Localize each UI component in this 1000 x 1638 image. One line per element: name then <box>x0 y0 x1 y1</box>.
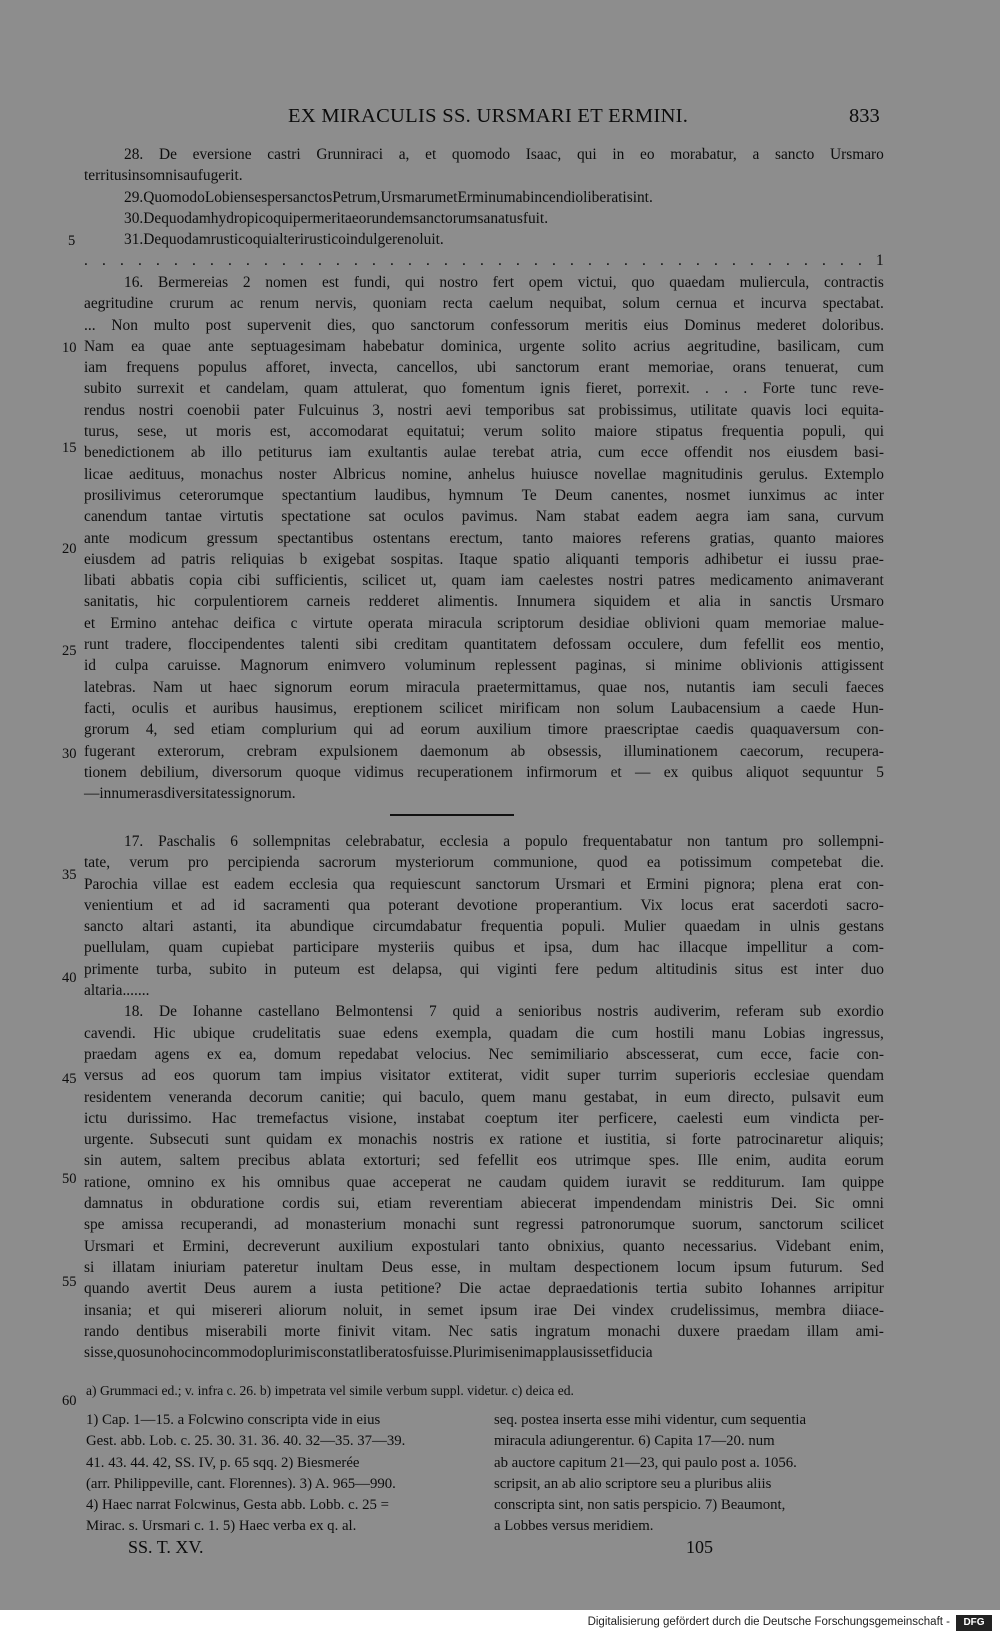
line-number: 15 <box>62 440 77 456</box>
line-number: 35 <box>62 867 77 883</box>
text-line: 30. De quodam hydropico qui per merita eorundem sanctorum sanatus fuit. <box>124 209 549 227</box>
paragraph-16 <box>84 272 884 804</box>
text-line: Ursmari et Ermini, decreverunt auxilium expostulari tanto obnixius, quanto necessarius. Videbant enim, <box>84 1237 884 1255</box>
text-line: venientium et ad id sacramenti qua poterant devotione properantium. Vix locus erat sacerdoti sacro- <box>84 896 884 914</box>
text-line: 28. De eversione castri Grunniraci a, et quomodo Isaac, qui in eo morabatur, a sancto Ursmaro <box>124 146 884 163</box>
text-line: tate, verum pro percipienda sacrorum mysteriorum communione, quod ea potissimum competebat die. <box>84 854 884 872</box>
text-line: et Ermino antehac deifica c virtute operata miracula scriptorum desidiae oblivioni quam memoriae malue- <box>84 614 884 632</box>
footer-text: Digitalisierung gefördert durch die Deutsche Forschungsgemeinschaft - <box>587 1616 950 1628</box>
footnotes-right-column <box>494 1410 884 1538</box>
line-number: 40 <box>62 970 77 986</box>
text-line: tionem debilium, diversorum quoque vidimus recuperationem infirmorum et — ex quibus aliquot sequuntur 5 <box>84 763 884 781</box>
dfg-logo: DFG <box>956 1615 992 1631</box>
footnote-line: 1) Cap. 1—15. a Folcwino conscripta vide in eius <box>86 1412 381 1428</box>
text-line: turus, sese, ut moris est, accomodarat equitatui; verum solito maiore stipatus frequentia populi, qui <box>84 423 884 441</box>
line-number: 10 <box>62 340 77 356</box>
line-number: 5 <box>68 233 76 249</box>
paragraph-17-18 <box>84 831 884 1363</box>
line-number: 55 <box>62 1274 77 1290</box>
line-number: 45 <box>62 1071 77 1087</box>
text-line: rando dentibus miserabili morte finivit vitam. Nec satis ingratum monachi duxere praedam illam ami- <box>84 1322 884 1340</box>
footnote-line: conscripta sint, non satis perspicio. 7) Beaumont, <box>494 1497 786 1514</box>
text-line: Parochia villae est eadem ecclesia qua requiescunt sanctorum Ursmari et Ermini pignora; plena erat con- <box>84 875 884 893</box>
text-line: damnatus in obduratione cordis sui, etiam reverentiam abiecerat impendendam ministris Dei. Sic omni <box>84 1195 884 1213</box>
text-line: 29. Quomodo Lobienses per sanctos Petrum, Ursmarum et Erminum ab incendio liberati sint. <box>124 188 653 206</box>
footnote-line: seq. postea inserta esse mihi videntur, cum sequentia <box>494 1412 807 1428</box>
text-line: residentem veneranda decorum canitie; qui baculo, quem manu gestabat, in eum directo, pulsavit eum <box>84 1088 884 1106</box>
signature-mark: SS. T. XV. <box>128 1537 204 1557</box>
text-line: runt tradere, floccipendentes talenti sibi creditam quantitatem defossam occulere, dum fefellit eos mentio, <box>84 636 884 654</box>
line-number: 20 <box>62 541 77 557</box>
text-line: id culpa caruisse. Magnorum enimvero voluminum replessent paginas, si minime oblivionis attigissent <box>84 657 884 675</box>
footnote-line: scripsit, an ab alio scriptore seu a pluribus aliis <box>494 1475 772 1492</box>
text-line: libati abbatis copia cibi sufficientis, scilicet ut, quam iam caelestes nostri patres medicamento animaverant <box>84 572 884 590</box>
footnote-line: Gest. abb. Lob. c. 25. 30. 31. 36. 40. 32—35. 37—39. <box>86 1433 406 1450</box>
text-line: 31. De quodam rustico qui alteri rustico indulgere noluit. <box>124 231 444 249</box>
text-line: rendus nostri coenobii pater Fulcuinus 3, nostri aevi temporibus sat probissimus, utilitate quavis loci equita- <box>84 401 884 419</box>
footnote-line: Mirac. s. Ursmari c. 1. 5) Haec verba ex q. al. <box>86 1518 357 1535</box>
text-line: licae aedituus, monachus noster Albricus nomine, anhelus huiusce novellae magnitudinis gerulus. Extemplo <box>84 465 884 483</box>
critical-apparatus: a) Grummaci ed.; v. infra c. 26. b) impetrata vel simile verbum suppl. videtur. c) deica ed. <box>86 1383 574 1398</box>
text-line: ictu durissimo. Hac tremefactus visione, instabat coeptum iter perficere, caelesti eum vindicta per- <box>84 1109 884 1127</box>
running-header <box>0 105 1000 137</box>
line-number: 30 <box>62 746 77 762</box>
text-line: altaria. . . . . . . <box>84 982 150 1000</box>
text-line: fugerant exterorum, crebram expulsionem daemonum ab obsessis, illuminationem caecorum, recupera- <box>84 742 884 760</box>
text-line: spe amissa recuperandi, ad monasterium monachi sunt regressi patronorumque suorum, sanctorum scilicet <box>84 1216 884 1234</box>
text-line: sancto altari astanti, ita abundique circumdabatur frequentia populi. Mulier quaedam in ulnis gestans <box>84 918 884 936</box>
text-line: aegritudine crurum ac renum nervis, quoniam recta caelum nequibat, solum cernua et incurva spectabat. <box>84 295 884 313</box>
line-number: 50 <box>62 1171 77 1187</box>
text-line: sisse, quos uno hoc incommodo plurimis constat liberatos fuisse. Plurimis enim applausisset fiducia <box>84 1344 653 1362</box>
text-line: puellulam, quam cupiebat participare mysteriis quibus et ipsa, dum hac illacque impellitur a com- <box>84 939 884 957</box>
running-title: EX MIRACULIS SS. URSMARI ET ERMINI. <box>288 105 689 127</box>
text-line: 17. Paschalis 6 sollempnitas celebrabatur, ecclesia a populo frequentabatur non tantum pro sollempni- <box>124 833 884 850</box>
text-line: grorum 4, sed etiam complurium qui ad eorum auxilium timore praescriptae caedis quaquaversum con- <box>84 721 884 739</box>
text-line: sin autem, saltem precibus ablata extorturi; sed fefellit eos utrimque spes. Ille enim, audita eorum <box>84 1152 884 1170</box>
text-line: ... Non multo post supervenit dies, quo sanctorum confessorum meritis eius Dominus mederet doloribus. <box>84 316 884 334</box>
text-line: . . . . . . . . . . . . . . . . . . . . . . . . . . . . . . . . . . . . . . . . . . . . 1 <box>84 252 884 270</box>
text-line: versus ad eos quorum tam impius visitator extiterat, vidit super turrim superioris ecclesiae quendam <box>84 1067 884 1085</box>
text-line: 16. Bermereias 2 nomen est fundi, qui nostro fert opem victui, quo quaedam muliercula, contractis <box>124 274 884 291</box>
text-line: praedam agens ex ea, domum repedabat velocius. Nec semimiliario abscesserat, cum ecce, facie con- <box>84 1045 884 1063</box>
footnote-line: a Lobbes versus meridiem. <box>494 1518 654 1535</box>
text-line: — innumeras diversitates signorum. <box>84 785 296 803</box>
line-number: 25 <box>62 643 77 659</box>
text-line: insania; et qui misereri aliorum noluit, in semet ipsum irae Dei vindex crudelissimus, membra diiace- <box>84 1301 884 1319</box>
text-line: prosilivimus ceterorumque spectantium laudibus, hymnum Te Deum canentes, nosmet iunximus ac inter <box>84 486 884 504</box>
line-number: 60 <box>62 1393 77 1409</box>
text-line: 18. De Iohanne castellano Belmontensi 7 quid a senioribus nostris audiverim, referam sub exordio <box>124 1003 884 1021</box>
text-line: ratione, omnino ex his omnibus quae acceperat ne caudam quidem iuravit se redditurum. Iam quippe <box>84 1173 884 1191</box>
footnote-line: ab auctore capitum 21—23, qui paulo post a. 1056. <box>494 1454 797 1471</box>
footnote-line: (arr. Philippeville, cant. Florennes). 3) A. 965—990. <box>86 1475 396 1492</box>
section-separator <box>390 814 514 816</box>
page-number: 833 <box>849 105 880 127</box>
text-line: territus in somnis aufugerit. <box>84 167 243 185</box>
chapter-list <box>84 144 884 272</box>
text-line: latebras. Nam ut haec signorum eorum miracula praetermittamus, quae nos, nutantis iam seculi faeces <box>84 678 884 696</box>
text-line: iam frequens populus afforet, invecta, cancellos, ubi sanctorum erant memoriae, orans tenuerat, cum <box>84 359 884 377</box>
footnotes-left-column <box>86 1410 478 1538</box>
text-line: cavendi. Hic ubique crudelitatis suae edens exempla, quadam die cum hostili manu Lobias ingressus, <box>84 1024 884 1042</box>
text-line: subito surrexit et candelam, quam attulerat, quo fomentum ignis fieret, porrexit. . . . Forte tunc reve- <box>84 380 884 398</box>
text-line: eiusdem ad patris reliquias b exigebat sospitas. Itaque spatio aliquanti temporis adhibetur ei iussu prae- <box>84 550 884 568</box>
text-line: primente turba, subito in puteum est delapsa, qui viginti fere pedum altitudinis situs est inter duo <box>84 960 884 978</box>
footnote-line: 41. 43. 44. 42, SS. IV, p. 65 sqq. 2) Biesmerée <box>86 1454 360 1471</box>
text-line: quando avertit Deus aurem a iusta petitione? Die actae depraedationis tertia subito Iohannes arripitur <box>84 1280 884 1298</box>
text-line: urgente. Subsecuti sunt quidam ex monachis nostris ex ratione et iustitia, si forte patrocinaretur aliquis; <box>84 1131 884 1149</box>
text-line: benedictionem ab illo petiturus iam exultantis aulae terebat atria, cum ecce offendit nos eiusdem basi- <box>84 444 884 462</box>
digitization-footer <box>0 1610 1000 1638</box>
text-line: canendum tantae virtutis spectatione sat oculos pavimus. Nam stabat eadem aegra iam sana, curvum <box>84 508 884 526</box>
sheet-number: 105 <box>686 1537 713 1557</box>
text-line: facti, oculis et auribus hausimus, ereptionem scilicet mirificam non solum Laubacensium a caede Hun- <box>84 699 884 717</box>
footnote-line: 4) Haec narrat Folcwinus, Gesta abb. Lobb. c. 25 = <box>86 1497 389 1514</box>
text-line: si illatam iniuriam pateretur inultam Deus esse, in multam despectionem locum ipsum futurum. Sed <box>84 1258 884 1276</box>
footnote-line: miracula adiungerentur. 6) Capita 17—20. num <box>494 1433 775 1450</box>
text-line: Nam ea quae ante septuagesimam habebatur dominica, urgente solito acrius aegritudine, basilicam, cum <box>84 337 884 355</box>
text-line: ante modicum gressum spectantibus ostentans erectum, tanto maiores referens gratias, quanto maiores <box>84 529 884 547</box>
text-line: sanitatis, hic corpulentiorem carneis redderet alimentis. Innumera siquidem et alia in sanctis Ursmaro <box>84 593 884 611</box>
